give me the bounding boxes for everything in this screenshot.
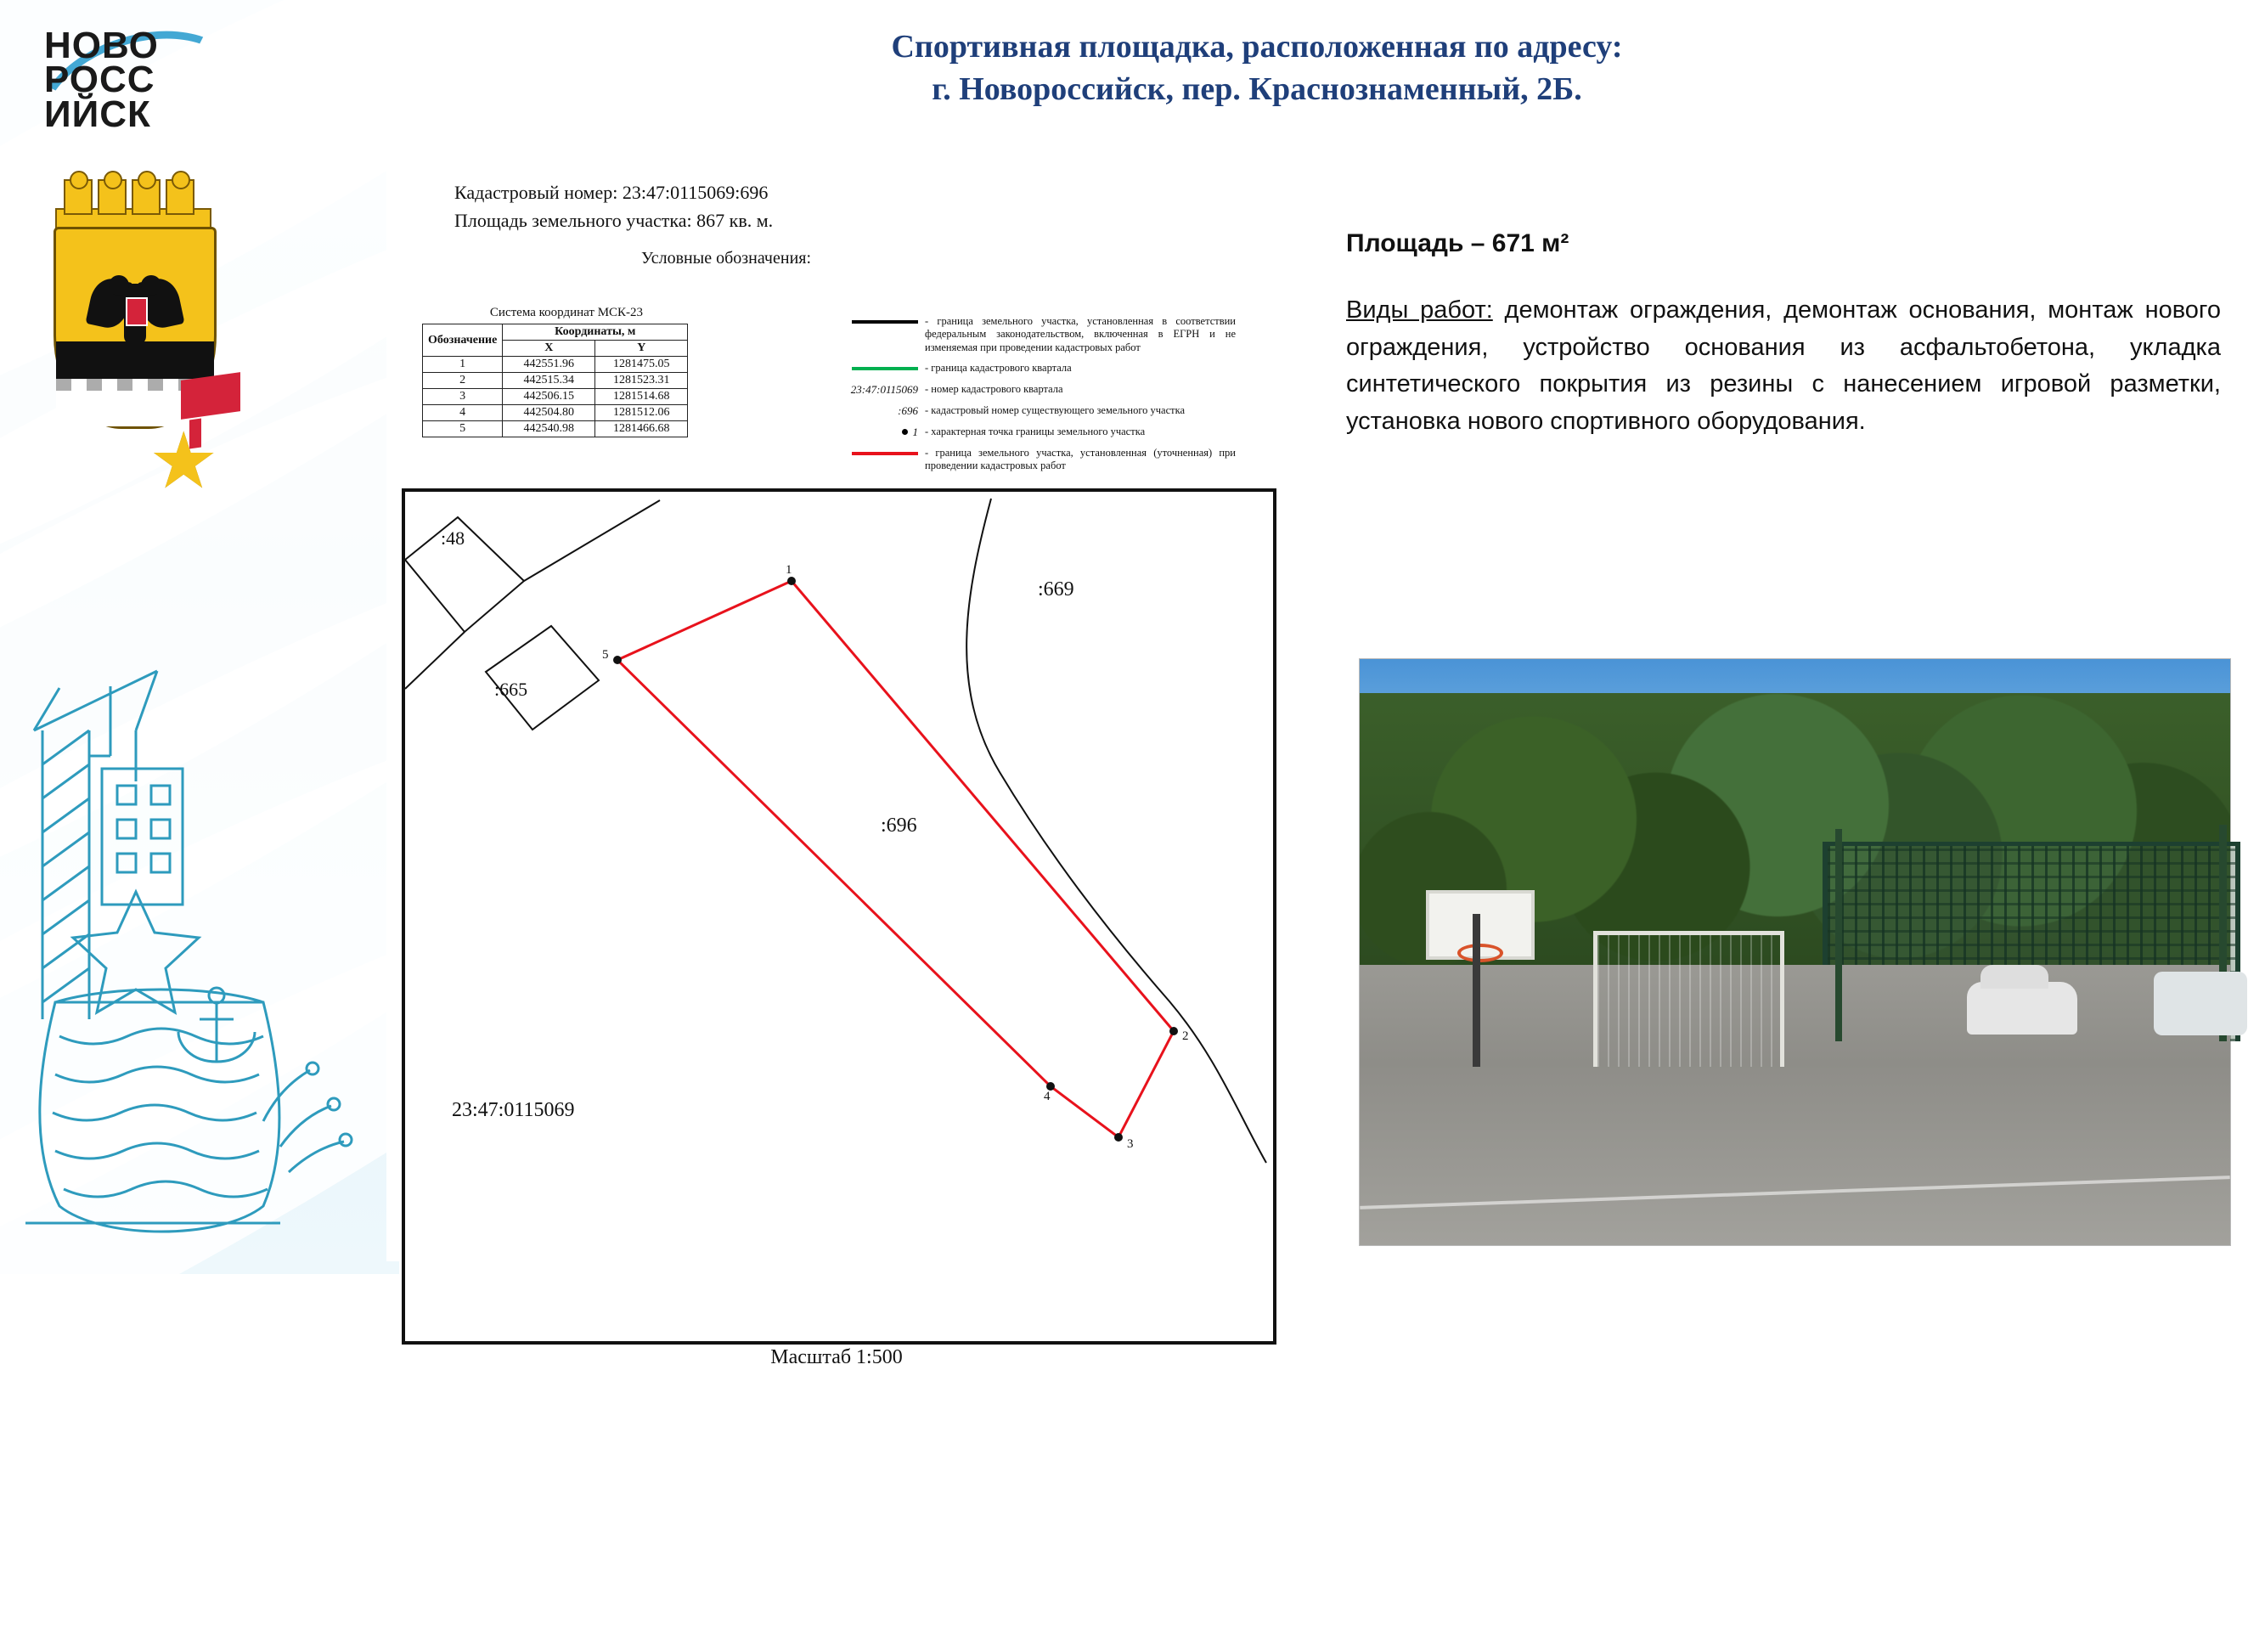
- legend-item: [837, 383, 1236, 397]
- svg-text:23:47:0115069: 23:47:0115069: [452, 1099, 575, 1121]
- cell-y: 1281475.05: [595, 357, 688, 373]
- table-row: [423, 357, 688, 373]
- legend-item-label: - граница земельного участка, установленная в соответствии федеральным законодательством, включенная в ЕГРН и не изменяемая при проведении кадастровых работ: [925, 315, 1236, 353]
- legend-symbol-text: :696: [898, 403, 918, 417]
- legend-item-label: - граница земельного участка, установленная (уточненная) при проведении кадастровых работ: [925, 446, 1236, 471]
- cadastral-area: Площадь земельного участка: 867 кв. м.: [454, 210, 774, 231]
- col-header-coords: Координаты, м: [503, 324, 688, 341]
- legend-symbol-text: 1: [912, 425, 918, 438]
- football-goal: [1593, 931, 1784, 1067]
- svg-text:4: 4: [1044, 1090, 1051, 1103]
- cell-x: 442506.15: [503, 389, 595, 405]
- cell-x: 442540.98: [503, 421, 595, 437]
- legend-item: [837, 404, 1236, 418]
- svg-text:1: 1: [786, 563, 792, 577]
- cell-y: 1281514.68: [595, 389, 688, 405]
- legend-title: Условные обозначения:: [641, 249, 812, 268]
- table-row: [423, 373, 688, 389]
- legend-item: [837, 362, 1236, 375]
- basketball-pole: [1473, 914, 1480, 1067]
- cadastral-number: Кадастровый номер: 23:47:0115069:696: [454, 182, 769, 203]
- coordinates-table: [422, 324, 688, 437]
- legend-item: [837, 426, 1236, 439]
- parked-van: [2154, 972, 2247, 1035]
- page-title-line-1: Спортивная площадка, расположенная по адресу:: [891, 29, 1623, 65]
- cell-x: 442515.34: [503, 373, 595, 389]
- cadastral-map: [402, 488, 1276, 1345]
- parked-car-white: [1967, 982, 2077, 1035]
- svg-text::669: :669: [1038, 578, 1074, 600]
- port-line-art-illustration: [8, 476, 382, 1249]
- works-text: демонтаж ограждения, демонтаж основания, монтаж нового ограждения, устройство основания из асфальтобетона, укладка синтетического покрытия из резины с нанесением игровой разметки, установка нового спортивного оборудования.: [1346, 296, 2221, 435]
- works-label: Виды работ:: [1346, 296, 1493, 324]
- cell-designation: 5: [423, 421, 503, 437]
- svg-text:3: 3: [1127, 1137, 1134, 1151]
- city-wordmark: [44, 25, 223, 156]
- coord-system-label: Система координат МСК-23: [489, 306, 644, 319]
- area-value: Площадь – 671 м²: [1346, 229, 1569, 257]
- svg-text::48: :48: [441, 527, 465, 549]
- map-scale-label: Масштаб 1:500: [770, 1346, 903, 1368]
- page-title-line-2: г. Новороссийск, пер. Краснознаменный, 2Б.: [932, 71, 1582, 108]
- order-ribbon-icon: [181, 372, 240, 420]
- basketball-hoop: [1457, 944, 1503, 962]
- col-header-y: Y: [595, 341, 688, 357]
- cell-y: 1281523.31: [595, 373, 688, 389]
- svg-text::665: :665: [494, 679, 528, 700]
- line-black-icon: [837, 315, 925, 329]
- legend-item-label: - характерная точка границы земельного участка: [925, 425, 1146, 437]
- cell-designation: 4: [423, 405, 503, 421]
- cell-x: 442504.80: [503, 405, 595, 421]
- cadastral-document-card: [386, 157, 1287, 1368]
- coat-of-arms-icon: [30, 174, 242, 454]
- col-header-x: X: [503, 341, 595, 357]
- table-row: [423, 405, 688, 421]
- legend-item: [837, 315, 1236, 354]
- works-description: [1346, 292, 2221, 440]
- svg-text:2: 2: [1182, 1029, 1189, 1043]
- cell-y: 1281512.06: [595, 405, 688, 421]
- right-text-column: [1346, 229, 2221, 440]
- point-dot-icon: [837, 426, 925, 439]
- cell-designation: 3: [423, 389, 503, 405]
- quarter-number-icon: [837, 383, 925, 397]
- parcel-number-icon: [837, 404, 925, 418]
- svg-text:5: 5: [602, 648, 609, 662]
- svg-text::696: :696: [881, 815, 917, 837]
- fence-post-left: [1835, 829, 1842, 1041]
- legend-item: [837, 447, 1236, 473]
- table-row: [423, 389, 688, 405]
- legend-symbol-text: 23:47:0115069: [850, 382, 918, 396]
- wordmark-line-3: ИЙСК: [44, 93, 151, 135]
- wordmark-line-2: РОСС: [44, 59, 155, 101]
- crown-icon: [55, 174, 208, 230]
- page-title: [594, 25, 1919, 110]
- legend-list: [837, 315, 1236, 480]
- legend-item-label: - кадастровый номер существующего земельного участка: [925, 403, 1186, 416]
- table-header-row: [423, 324, 688, 341]
- legend-item-label: - граница кадастрового квартала: [925, 361, 1072, 374]
- cadastral-header: [454, 178, 773, 234]
- col-header-designation: Обозначение: [423, 324, 503, 357]
- line-red-icon: [837, 447, 925, 460]
- cell-designation: 1: [423, 357, 503, 373]
- cell-y: 1281466.68: [595, 421, 688, 437]
- sports-ground-photo: [1359, 658, 2231, 1246]
- legend-item-label: - номер кадастрового квартала: [925, 382, 1063, 395]
- wordmark-line-1: НОВО: [44, 25, 159, 66]
- table-row: [423, 421, 688, 437]
- line-green-icon: [837, 362, 925, 375]
- cell-x: 442551.96: [503, 357, 595, 373]
- cell-designation: 2: [423, 373, 503, 389]
